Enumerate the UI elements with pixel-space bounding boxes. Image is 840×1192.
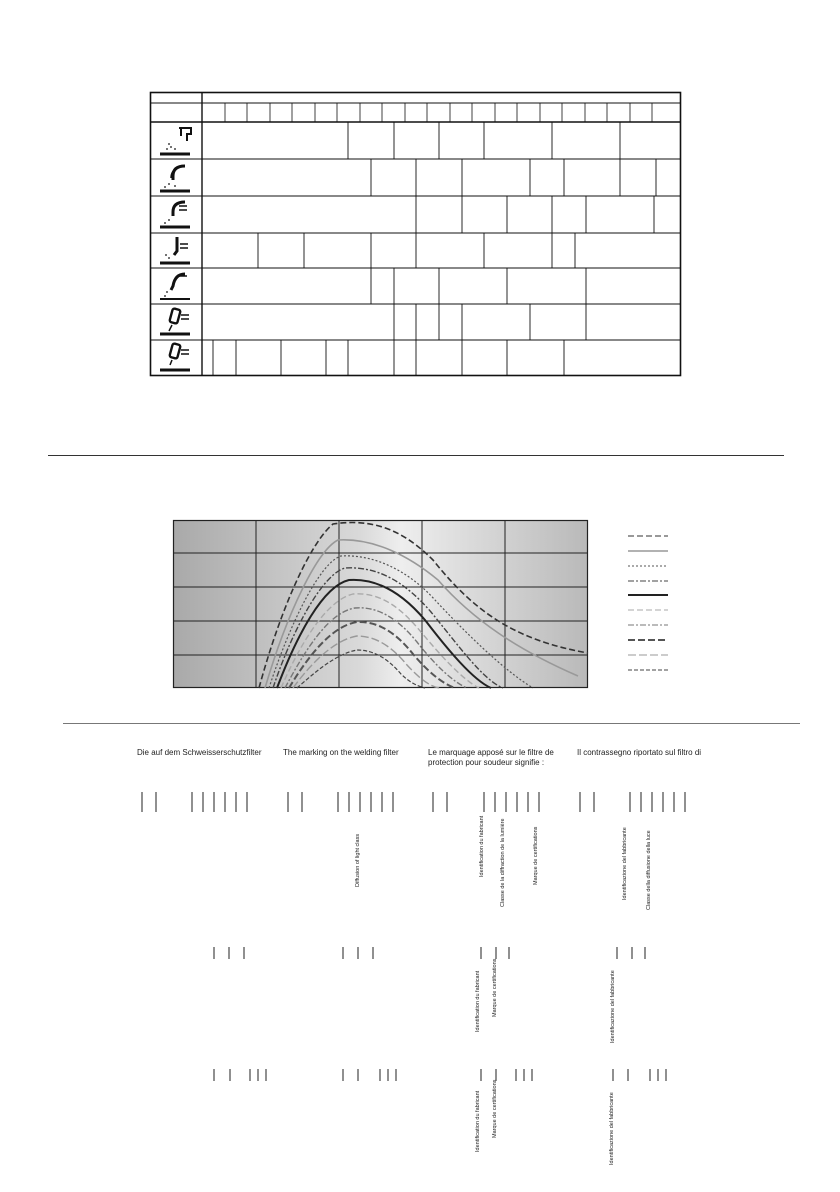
chart-legend — [626, 530, 672, 680]
en-light-class-label: Diffusion of light class — [355, 833, 361, 887]
mag-torch-icon — [157, 198, 193, 230]
col-head-en: The marking on the welding filter — [283, 748, 399, 757]
fr-cert-label: Marque de certifications — [533, 826, 539, 885]
it-diffusion-label: Classe della diffusione della luce — [646, 830, 652, 910]
transmission-chart — [173, 520, 588, 688]
welding-shade-table — [150, 92, 682, 377]
it-ident-label-2: Identificazione del fabbricante — [610, 970, 616, 1043]
marking-ticks-row2 — [200, 945, 660, 961]
marking-ticks-row1 — [130, 790, 700, 816]
arc-gouging-icon — [157, 270, 193, 302]
it-ident-label-3: Identificazione del fabbricante — [609, 1092, 615, 1165]
fr-ident-label: Identification du fabricant — [479, 815, 485, 877]
col-head-fr: Le marquage apposé sur le filtre de protection pour soudeur signifie : — [428, 748, 554, 767]
col-head-it: Il contrassegno riportato sul filtro di — [577, 748, 702, 757]
it-ident-label: Identificazione del fabbricante — [622, 827, 628, 900]
marking-ticks-row3 — [200, 1067, 670, 1083]
section-divider — [48, 455, 784, 456]
plasma-cutting-icon — [157, 305, 193, 337]
col-head-de: Die auf dem Schweisserschutzfilter — [137, 748, 262, 757]
fr-ident-label-3: Identification du fabricant — [475, 1090, 481, 1152]
plasma-welding-icon — [157, 341, 193, 373]
welding-torch-icon — [157, 125, 193, 157]
fr-cert-label-2: Marque de certifications — [492, 958, 498, 1017]
section-divider-2 — [63, 723, 800, 724]
fr-cert-label-3: Marque de certifications — [492, 1079, 498, 1138]
fr-ident-label-2: Identification du fabricant — [475, 970, 481, 1032]
mig-torch-icon — [157, 162, 193, 194]
fr-diffraction-label: Classe de la diffraction de la lumière — [500, 818, 506, 907]
tig-torch-icon — [157, 234, 193, 266]
